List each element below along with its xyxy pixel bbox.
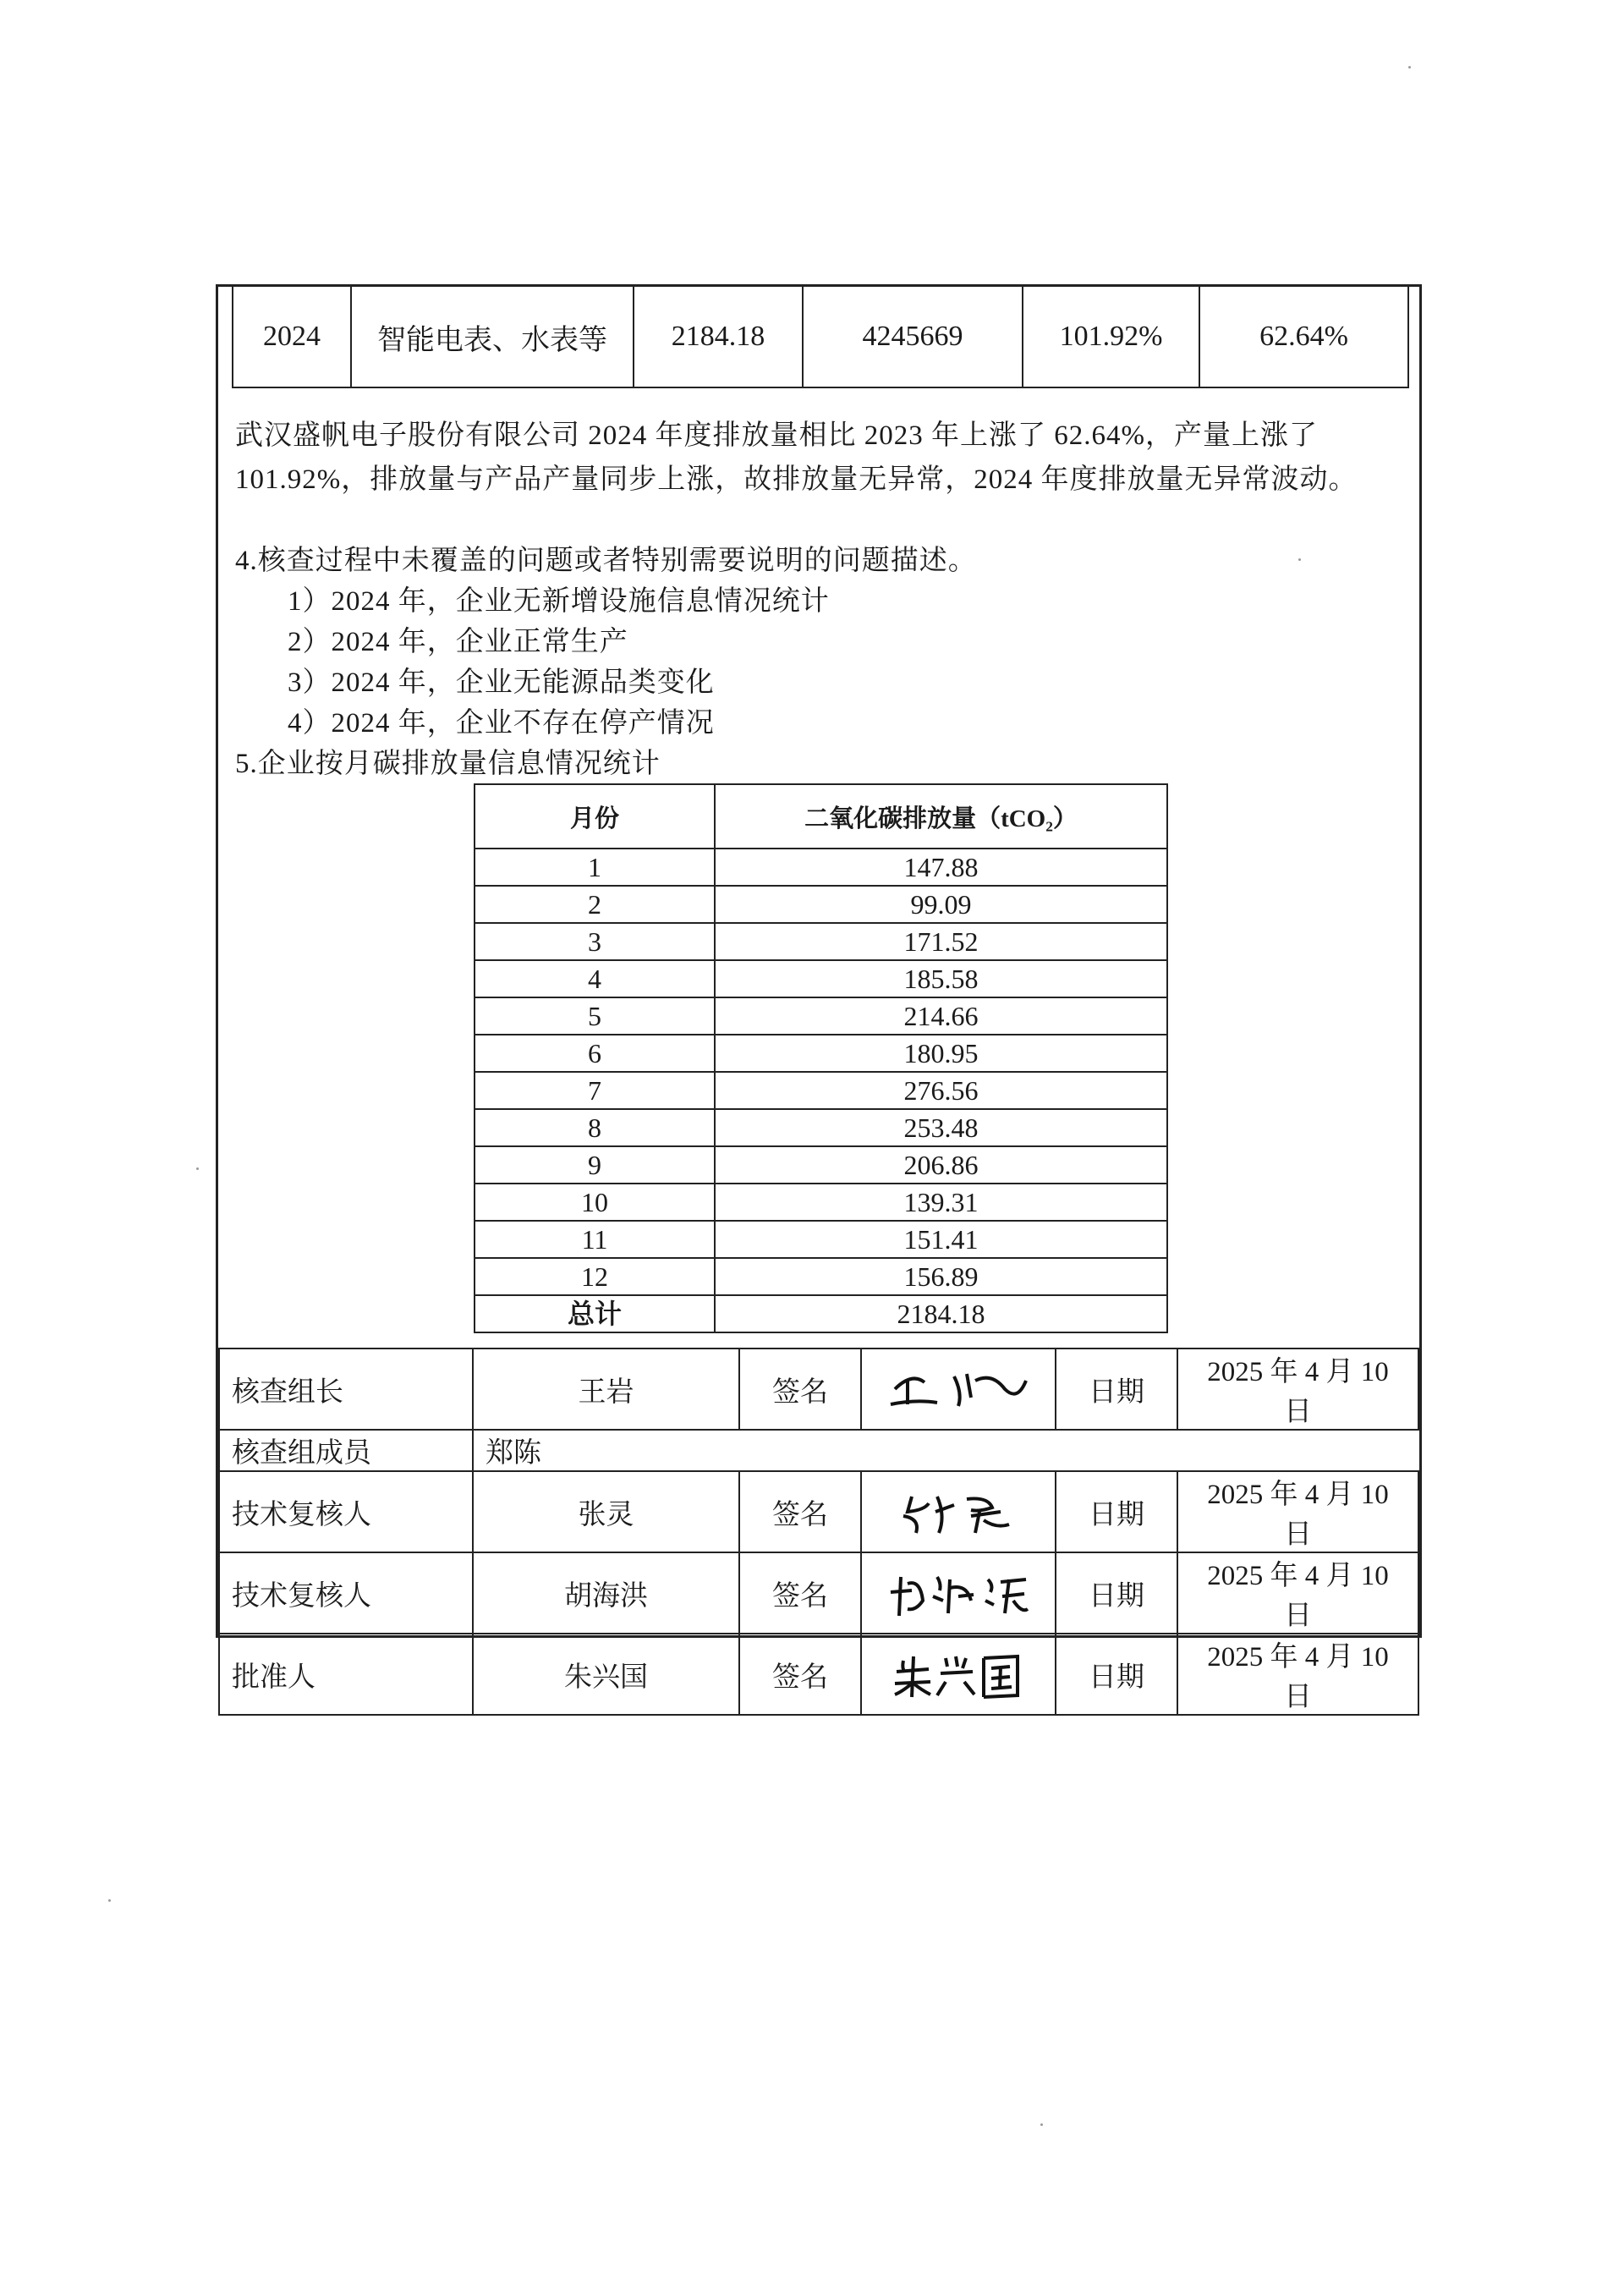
summary-row <box>233 287 1408 387</box>
table-row <box>475 886 1167 923</box>
handwritten-signature <box>861 1471 1056 1552</box>
handwritten-signature <box>861 1552 1056 1634</box>
month-cell: 9 <box>475 1146 715 1184</box>
month-header: 月份 <box>475 784 715 849</box>
month-cell: 1 <box>475 849 715 886</box>
value-cell: 253.48 <box>715 1109 1167 1146</box>
date-label: 日期 <box>1056 1634 1177 1715</box>
month-cell: 3 <box>475 923 715 960</box>
total-value: 2184.18 <box>715 1295 1167 1332</box>
sign-label: 签名 <box>739 1471 861 1552</box>
date-label: 日期 <box>1056 1552 1177 1634</box>
table-row <box>475 1035 1167 1072</box>
value-cell: 180.95 <box>715 1035 1167 1072</box>
table-row <box>475 960 1167 997</box>
sign-label: 签名 <box>739 1634 861 1715</box>
value-cell: 185.58 <box>715 960 1167 997</box>
handwritten-signature <box>861 1348 1056 1430</box>
section-4-item: 3）2024 年，企业无能源品类变化 <box>288 667 715 698</box>
month-cell: 12 <box>475 1258 715 1295</box>
date-value: 2025 年 4 月 10 日 <box>1177 1552 1418 1634</box>
table-row <box>475 849 1167 886</box>
signature-row <box>219 1634 1418 1715</box>
table-row <box>475 1184 1167 1221</box>
value-cell: 139.31 <box>715 1184 1167 1221</box>
scan-speck <box>108 1899 111 1902</box>
signature-zhu-xingguo <box>886 1648 1030 1700</box>
signature-row <box>219 1552 1418 1634</box>
person-name: 胡海洪 <box>473 1552 739 1634</box>
signature-row <box>219 1430 1418 1471</box>
scan-speck <box>1408 66 1411 69</box>
table-row <box>475 923 1167 960</box>
signature-zhang-ling <box>886 1486 1030 1537</box>
month-cell: 11 <box>475 1221 715 1258</box>
scan-speck <box>196 1167 199 1170</box>
table-row <box>475 997 1167 1035</box>
signature-wang-yan <box>878 1364 1039 1414</box>
table-row <box>475 1146 1167 1184</box>
sign-label: 签名 <box>739 1348 861 1430</box>
month-cell: 8 <box>475 1109 715 1146</box>
analysis-paragraph: 武汉盛帆电子股份有限公司 2024 年度排放量相比 2023 年上涨了 62.64%，产量上涨了 101.92%，排放量与产品产量同步上涨，故排放量无异常，2024 年度排放量无异常波动。 <box>235 420 1358 495</box>
total-row <box>475 1295 1167 1332</box>
date-value: 2025 年 4 月 10 日 <box>1177 1348 1418 1430</box>
summary-row-table <box>232 287 1409 388</box>
emission-cell: 2184.18 <box>634 287 803 387</box>
emission-change-cell: 62.64% <box>1199 287 1408 387</box>
signature-hu-haihong <box>882 1567 1034 1619</box>
value-cell: 214.66 <box>715 997 1167 1035</box>
production-change-cell: 101.92% <box>1023 287 1199 387</box>
person-name: 王岩 <box>473 1348 739 1430</box>
signature-table <box>218 1348 1419 1716</box>
section-4 <box>235 541 1419 784</box>
signature-row <box>219 1348 1418 1430</box>
value-cell: 276.56 <box>715 1072 1167 1109</box>
member-names: 郑陈 <box>473 1430 1418 1471</box>
person-name: 张灵 <box>473 1471 739 1552</box>
sign-label: 签名 <box>739 1552 861 1634</box>
year-cell: 2024 <box>233 287 351 387</box>
monthly-header-row <box>475 784 1167 849</box>
date-label: 日期 <box>1056 1348 1177 1430</box>
monthly-emission-table <box>474 783 1168 1333</box>
date-label: 日期 <box>1056 1471 1177 1552</box>
role-label: 批准人 <box>219 1634 473 1715</box>
section-4-item: 2）2024 年，企业正常生产 <box>288 627 628 657</box>
person-name: 朱兴国 <box>473 1634 739 1715</box>
month-cell: 5 <box>475 997 715 1035</box>
table-row <box>475 1258 1167 1295</box>
document-frame <box>216 284 1422 1712</box>
scan-speck <box>1040 2123 1043 2126</box>
role-label: 技术复核人 <box>219 1552 473 1634</box>
value-cell: 206.86 <box>715 1146 1167 1184</box>
total-label: 总计 <box>475 1295 715 1332</box>
emission-header: 二氧化碳排放量（tCO₂） <box>715 784 1167 849</box>
role-label: 核查组成员 <box>219 1430 473 1471</box>
value-cell: 151.41 <box>715 1221 1167 1258</box>
signature-row <box>219 1471 1418 1552</box>
scan-speck <box>1298 558 1301 561</box>
section-5-heading: 5.企业按月碳排放量信息情况统计 <box>235 749 661 779</box>
value-cell: 147.88 <box>715 849 1167 886</box>
month-cell: 10 <box>475 1184 715 1221</box>
month-cell: 7 <box>475 1072 715 1109</box>
role-label: 技术复核人 <box>219 1471 473 1552</box>
section-4-item: 4）2024 年，企业不存在停产情况 <box>288 708 715 739</box>
month-cell: 6 <box>475 1035 715 1072</box>
production-cell: 4245669 <box>803 287 1023 387</box>
value-cell: 99.09 <box>715 886 1167 923</box>
month-cell: 4 <box>475 960 715 997</box>
date-value: 2025 年 4 月 10 日 <box>1177 1634 1418 1715</box>
month-cell: 2 <box>475 886 715 923</box>
table-row <box>475 1109 1167 1146</box>
handwritten-signature <box>861 1634 1056 1715</box>
date-value: 2025 年 4 月 10 日 <box>1177 1471 1418 1552</box>
source-cell: 智能电表、水表等 <box>351 287 634 387</box>
table-row <box>475 1221 1167 1258</box>
value-cell: 171.52 <box>715 923 1167 960</box>
role-label: 核查组长 <box>219 1348 473 1430</box>
section-4-heading: 4.核查过程中未覆盖的问题或者特别需要说明的问题描述。 <box>235 546 977 576</box>
value-cell: 156.89 <box>715 1258 1167 1295</box>
section-4-item: 1）2024 年，企业无新增设施信息情况统计 <box>288 586 830 617</box>
table-row <box>475 1072 1167 1109</box>
